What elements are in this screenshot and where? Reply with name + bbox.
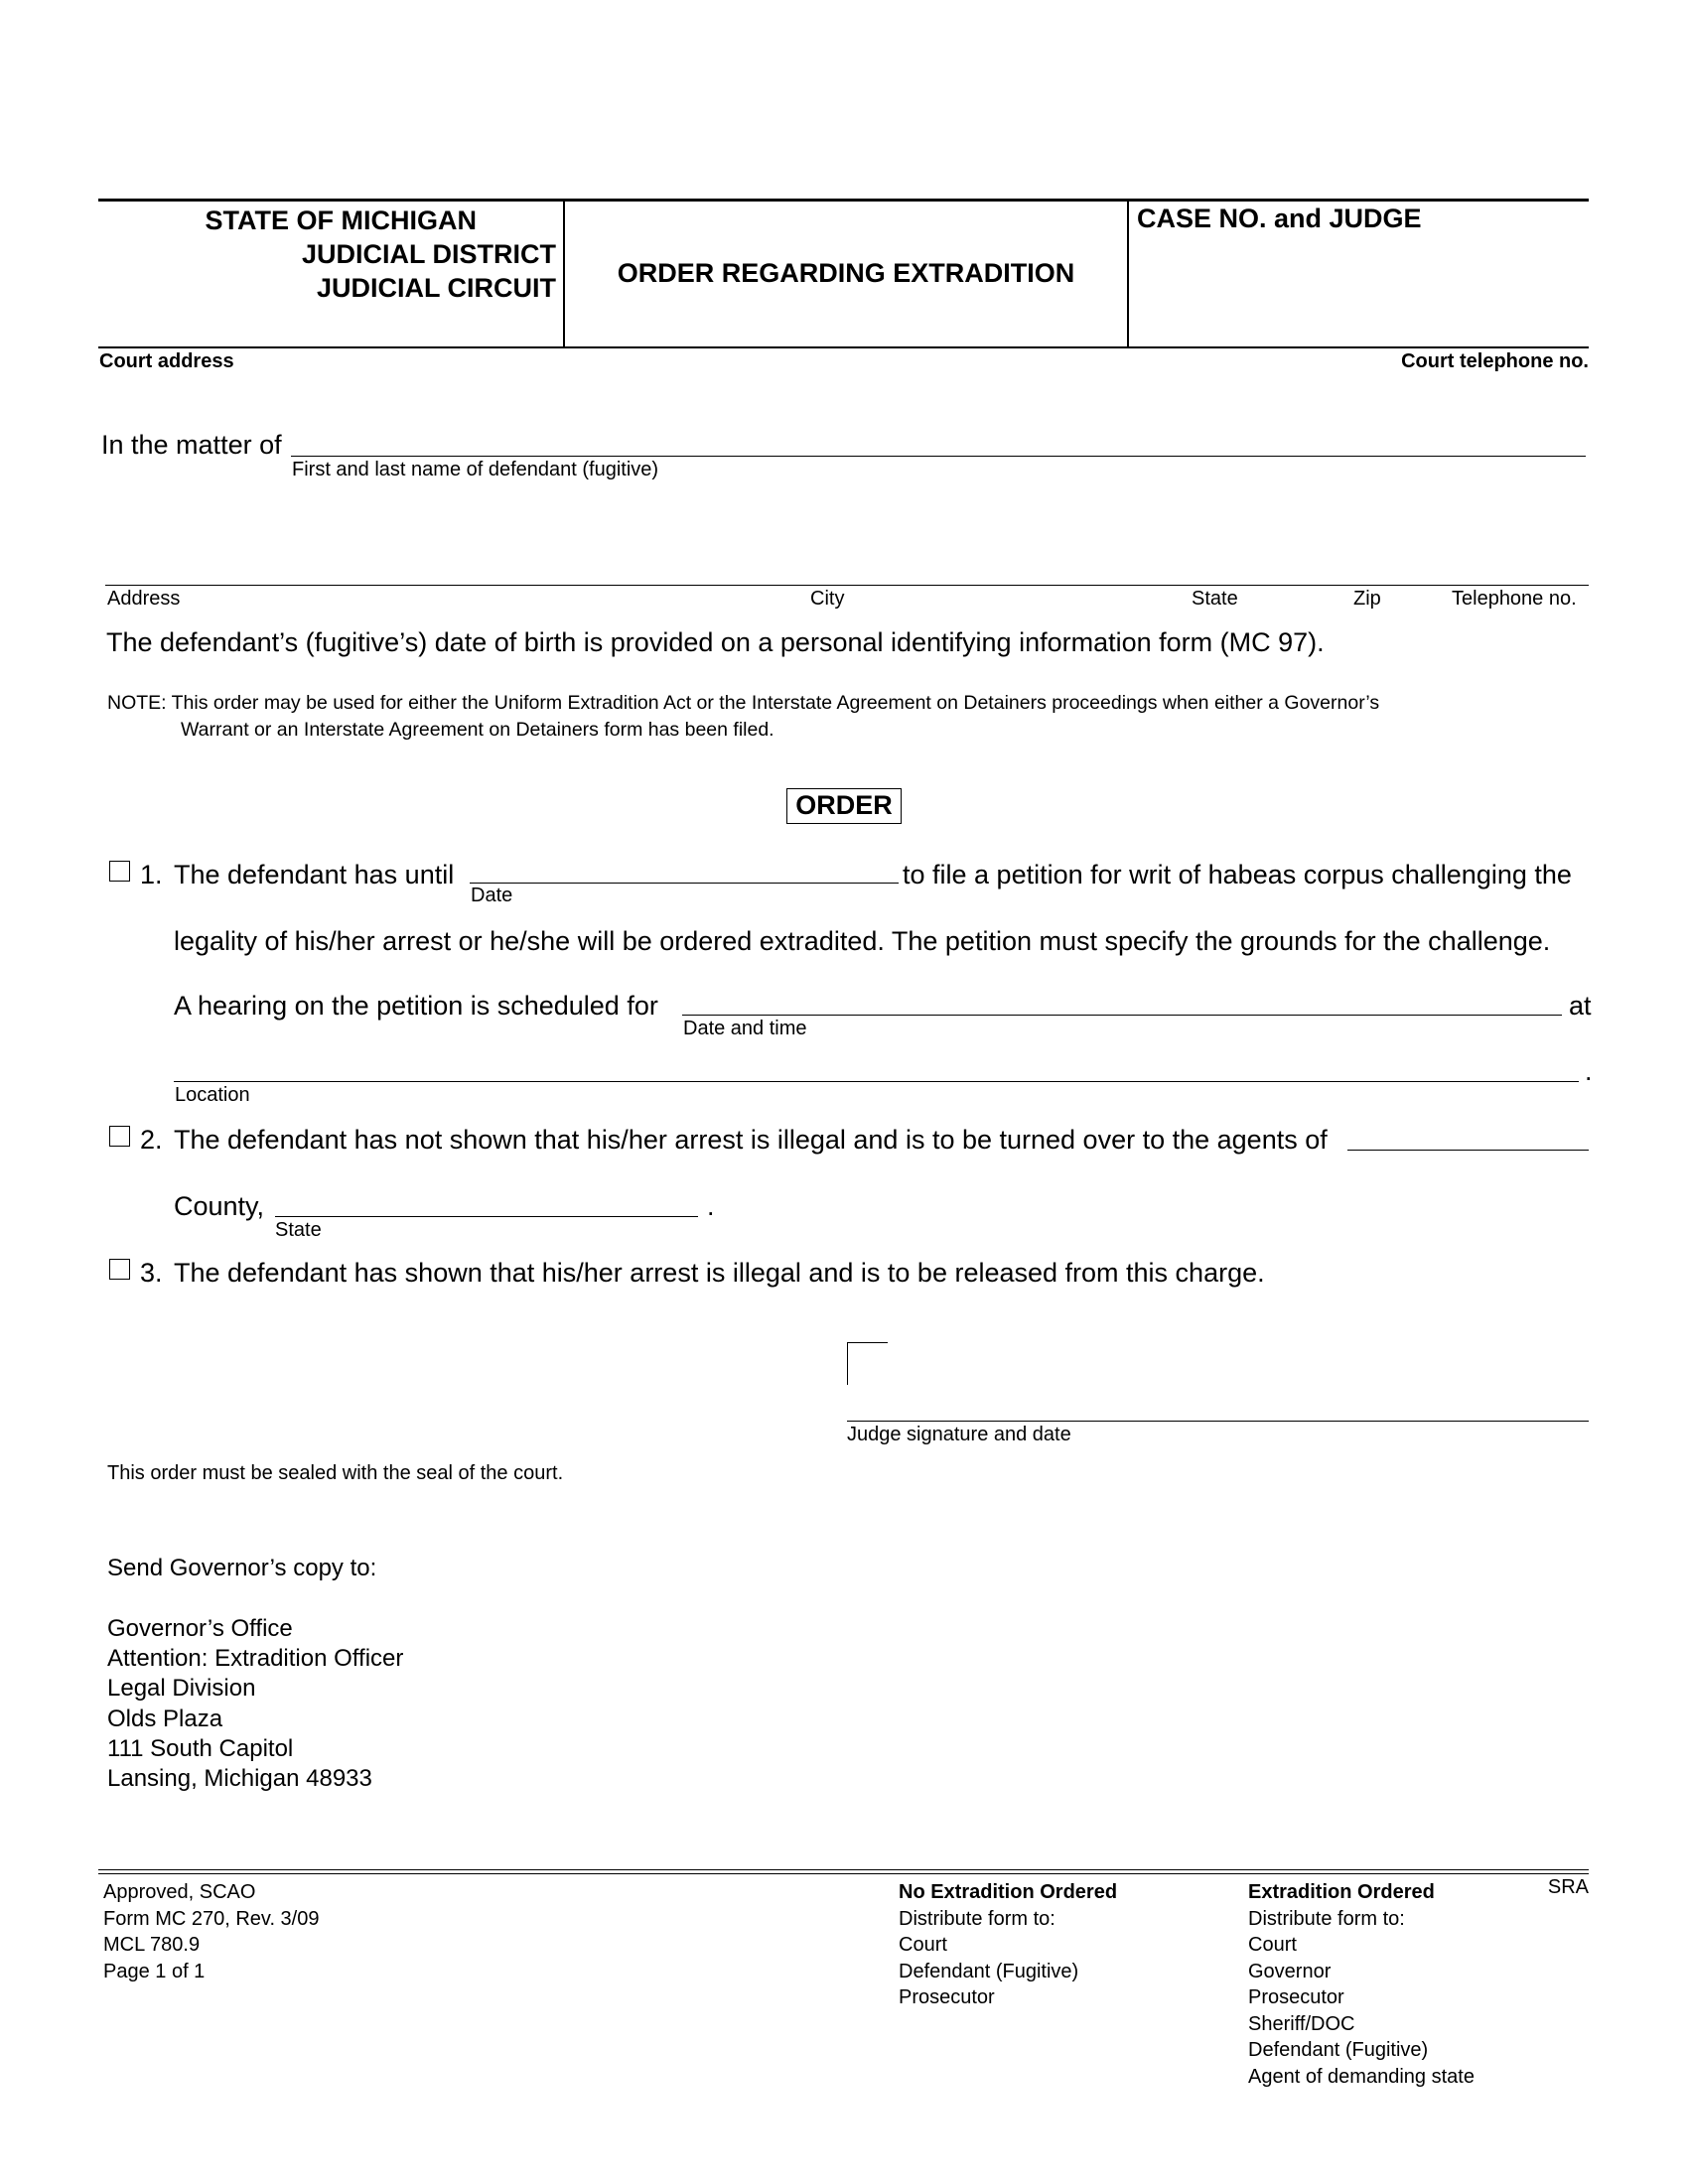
case-no-judge-label: CASE NO. and JUDGE — [1137, 204, 1422, 233]
governor-address-block — [107, 1614, 403, 1794]
seal-statement: This order must be sealed with the seal of the court. — [107, 1462, 564, 1484]
approved-line-3: MCL 780.9 — [103, 1934, 201, 1956]
petition-deadline-date-line[interactable] — [470, 883, 899, 884]
header-bottom-rule — [98, 346, 1589, 348]
state-caption: State — [1192, 588, 1238, 610]
item-1-period: . — [1585, 1056, 1593, 1086]
date-caption: Date — [471, 885, 513, 906]
footer-rule-top — [98, 1869, 1589, 1870]
item-3-text: The defendant has shown that his/her arrest is illegal and is to be released from this charge. — [174, 1258, 1265, 1288]
circuit-label: JUDICIAL CIRCUIT — [316, 273, 556, 303]
no-extradition-line-3: Defendant (Fugitive) — [899, 1960, 1079, 1982]
hearing-location-line[interactable] — [174, 1081, 1579, 1082]
no-extradition-line-4: Prosecutor — [899, 1986, 995, 2008]
no-extradition-distribution — [899, 1879, 1117, 2011]
item-1-checkbox[interactable] — [109, 861, 130, 882]
note-line-2: Warrant or an Interstate Agreement on Detainers form has been filed. — [181, 719, 774, 741]
defendant-name-caption: First and last name of defendant (fugitive) — [292, 459, 659, 480]
form-title: ORDER REGARDING EXTRADITION — [617, 258, 1075, 288]
dob-statement: The defendant’s (fugitive’s) date of birth is provided on a personal identifying information form (MC 97). — [106, 627, 1325, 657]
order-heading: ORDER — [786, 788, 902, 824]
item-2-checkbox[interactable] — [109, 1126, 130, 1147]
address-line-3: Legal Division — [107, 1675, 256, 1703]
court-address-label: Court address — [99, 350, 234, 372]
address-line-6: Lansing, Michigan 48933 — [107, 1765, 372, 1793]
footer-rule-bottom — [98, 1873, 1589, 1874]
item-1-text-d: A hearing on the petition is scheduled for — [174, 991, 658, 1021]
address-caption: Address — [107, 588, 181, 610]
item-2-period: . — [707, 1191, 715, 1221]
extradition-distribution — [1248, 1879, 1475, 2090]
sra-code: SRA — [1547, 1876, 1589, 1898]
note-line-1: NOTE: This order may be used for either the Uniform Extradition Act or the Interstate Agreement on Detainers proceedings when either a Governor’s — [107, 692, 1380, 714]
extradition-line-2: Court — [1248, 1934, 1297, 1956]
address-line-5: 111 South Capitol — [107, 1734, 294, 1762]
extradition-line-4: Prosecutor — [1248, 1986, 1344, 2008]
extradition-line-7: Agent of demanding state — [1248, 2065, 1475, 2088]
item-2-text-a: The defendant has not shown that his/her arrest is illegal and is to be turned over to the agents of — [174, 1125, 1328, 1155]
approved-line-2: Form MC 270, Rev. 3/09 — [103, 1907, 320, 1930]
court-name-block — [119, 204, 556, 305]
item-2-state-caption: State — [275, 1219, 322, 1241]
extradition-line-5: Sheriff/DOC — [1248, 2012, 1355, 2035]
hearing-date-time-line[interactable] — [682, 1015, 1562, 1016]
item-1-text-a: The defendant has until — [174, 860, 455, 889]
extradition-line-3: Governor — [1248, 1960, 1332, 1982]
send-to-heading: Send Governor’s copy to: — [107, 1555, 377, 1581]
seal-corner-mark — [847, 1342, 888, 1385]
address-line-1: Governor’s Office — [107, 1615, 293, 1642]
defendant-name-line[interactable] — [291, 456, 1586, 457]
extradition-title: Extradition Ordered — [1248, 1881, 1435, 1903]
approved-line-1: Approved, SCAO — [103, 1881, 256, 1903]
address-line[interactable] — [105, 585, 1589, 586]
judge-signature-caption: Judge signature and date — [847, 1424, 1071, 1445]
extradition-line-6: Defendant (Fugitive) — [1248, 2039, 1429, 2061]
address-line-2: Attention: Extradition Officer — [107, 1645, 404, 1673]
agents-county-line[interactable] — [1347, 1150, 1589, 1151]
county-label: County, — [174, 1191, 265, 1221]
no-extradition-line-1: Distribute form to: — [899, 1907, 1055, 1930]
city-caption: City — [810, 588, 845, 610]
no-extradition-line-2: Court — [899, 1934, 947, 1956]
telephone-caption: Telephone no. — [1452, 588, 1577, 610]
in-the-matter-label: In the matter of — [101, 430, 282, 460]
date-time-caption: Date and time — [683, 1018, 807, 1039]
item-1-number: 1. — [140, 860, 163, 889]
district-label: JUDICIAL DISTRICT — [301, 239, 556, 269]
header-top-rule — [98, 199, 1589, 202]
approval-block — [103, 1879, 319, 1984]
judge-signature-line[interactable] — [847, 1421, 1589, 1422]
item-1-text-c: legality of his/her arrest or he/she will be ordered extradited. The petition must specify the grounds for the challenge. — [174, 926, 1551, 956]
address-line-4: Olds Plaza — [107, 1705, 223, 1732]
agents-state-line[interactable] — [275, 1216, 698, 1217]
item-2-number: 2. — [140, 1125, 163, 1155]
item-3-number: 3. — [140, 1258, 163, 1288]
item-1-at: at — [1569, 991, 1592, 1021]
zip-caption: Zip — [1353, 588, 1381, 610]
approved-line-4: Page 1 of 1 — [103, 1960, 206, 1982]
state-label: STATE OF MICHIGAN — [205, 205, 477, 235]
item-1-text-b: to file a petition for writ of habeas corpus challenging the — [903, 860, 1572, 889]
location-caption: Location — [175, 1084, 250, 1106]
no-extradition-title: No Extradition Ordered — [899, 1881, 1118, 1903]
court-telephone-label: Court telephone no. — [1401, 350, 1589, 372]
extradition-line-1: Distribute form to: — [1248, 1907, 1405, 1930]
item-3-checkbox[interactable] — [109, 1259, 130, 1280]
header-divider-right — [1127, 200, 1129, 347]
